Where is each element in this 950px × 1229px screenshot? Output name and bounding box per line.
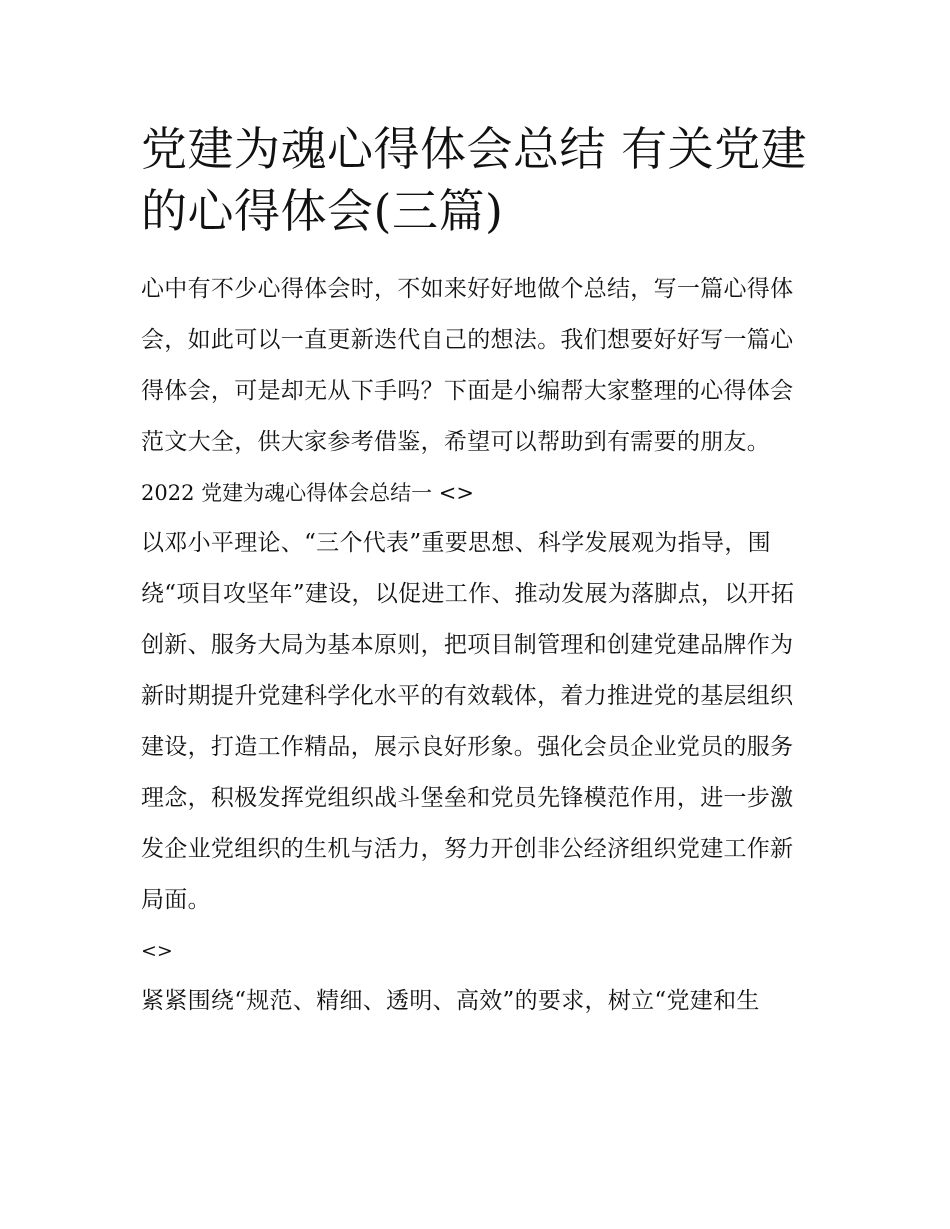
document-title: 党建为魂心得体会总结 有关党建的心得体会(三篇) [141, 122, 808, 238]
document-page [141, 118, 813, 1027]
section-heading: 2022 党建为魂心得体会总结一 <> [141, 481, 474, 505]
section-body-paragraph-continued: 紧紧围绕“规范、精细、透明、高效”的要求，树立“党建和生 [141, 988, 760, 1014]
section-marker: <> [141, 940, 173, 962]
intro-paragraph: 心中有不少心得体会时，不如来好好地做个总结，写一篇心得体会，如此可以一直更新迭代自己的想法。我们想要好好写一篇心得体会，可是却无从下手吗？下面是小编帮大家整理的心得体会范文大全，供大家参考借鉴，希望可以帮助到有需要的朋友。 [141, 276, 794, 455]
section-body-paragraph: 以邓小平理论、“三个代表”重要思想、科学发展观为指导，围绕“项目攻坚年”建设，以促进工作、推动发展为落脚点，以开拓创新、服务大局为基本原则，把项目制管理和创建党建品牌作为新时期提升党建科学化水平的有效载体，着力推进党的基层组织建设，打造工作精品，展示良好形象。强化会员企业党员的服务理念，积极发挥党组织战斗堡垒和党员先锋模范作用，进一步激发企业党组织的生机与活力，努力开创非公经济组织党建工作新局面。 [141, 530, 795, 913]
